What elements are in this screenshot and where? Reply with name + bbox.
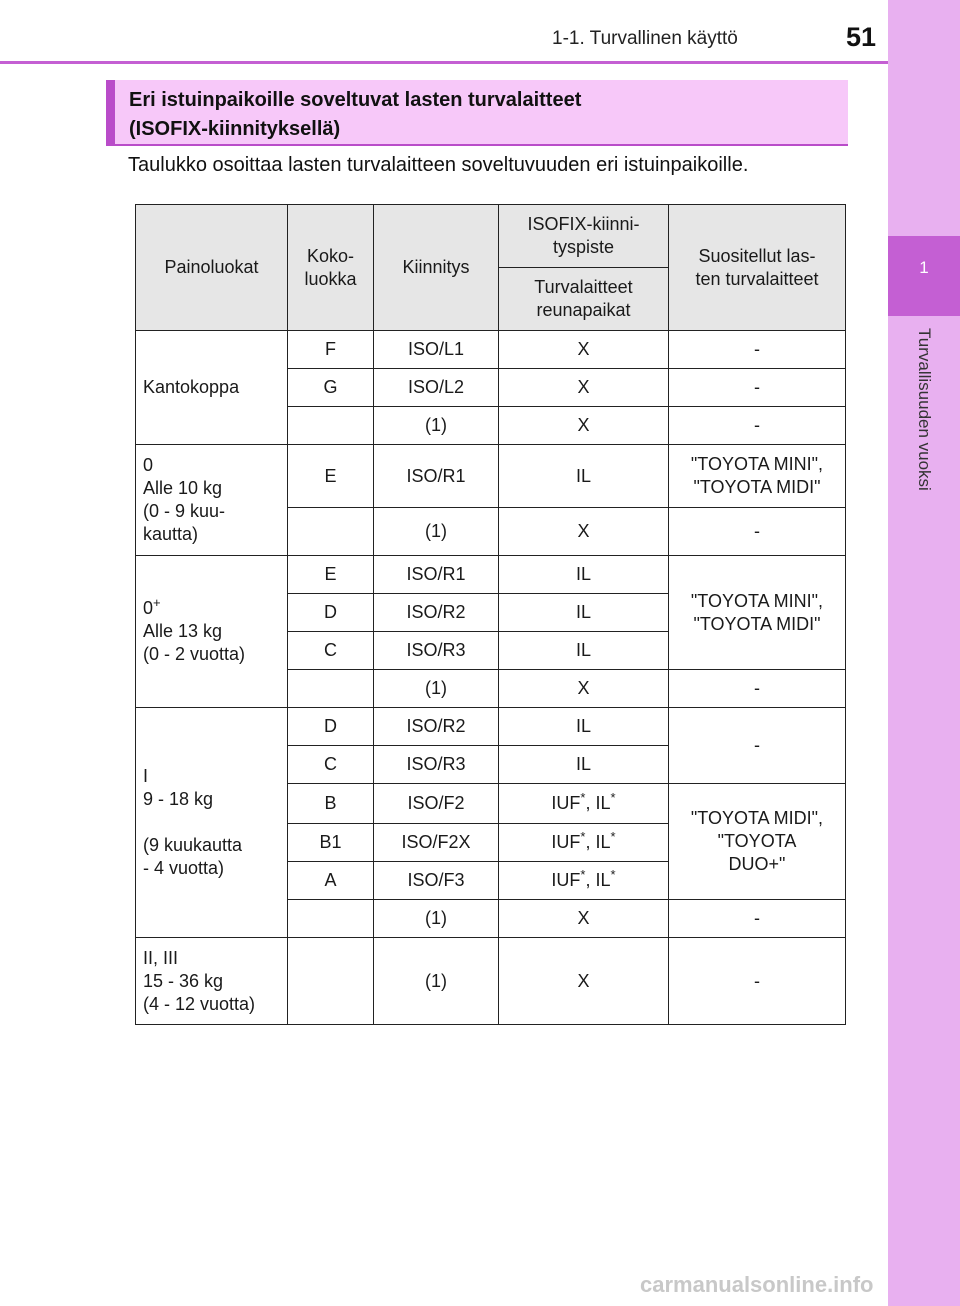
size-cell: B — [288, 784, 374, 824]
size-cell: B1 — [288, 824, 374, 862]
size-cell — [288, 938, 374, 1025]
fixture-cell: (1) — [374, 938, 499, 1025]
size-cell — [288, 407, 374, 445]
table-row — [136, 556, 846, 594]
group-cell: I 9 - 18 kg (9 kuukautta - 4 vuotta) — [136, 708, 288, 938]
value-cell: X — [499, 369, 669, 407]
size-cell: A — [288, 862, 374, 900]
fixture-cell: ISO/F2 — [374, 784, 499, 824]
value-cell: IUF*, IL* — [499, 784, 669, 824]
size-cell — [288, 900, 374, 938]
size-cell: D — [288, 708, 374, 746]
header-divider — [0, 61, 888, 64]
header-size: Koko- luokka — [288, 205, 374, 331]
value-cell: X — [499, 670, 669, 708]
recommended-cell: - — [669, 670, 846, 708]
isofix-table — [135, 204, 846, 1025]
size-cell: E — [288, 556, 374, 594]
intro-text: Taulukko osoittaa lasten turvalaitteen soveltuvuuden eri istuinpaikoille. — [128, 154, 749, 176]
header-weight: Painoluokat — [136, 205, 288, 331]
value-cell: IL — [499, 594, 669, 632]
size-cell: C — [288, 746, 374, 784]
size-cell: G — [288, 369, 374, 407]
fixture-cell: (1) — [374, 407, 499, 445]
table-row — [136, 708, 846, 746]
header-recommended: Suositellut las- ten turvalaitteet — [669, 205, 846, 331]
chapter-label: Turvallisuuden vuoksi — [915, 328, 934, 491]
recommended-cell: "TOYOTA MINI", "TOYOTA MIDI" — [669, 445, 846, 508]
fixture-cell: ISO/R3 — [374, 746, 499, 784]
header-isofix: ISOFIX-kiinni- tyspiste — [499, 205, 669, 268]
recommended-cell: "TOYOTA MIDI", "TOYOTA DUO+" — [669, 784, 846, 900]
group-cell: Kantokoppa — [136, 331, 288, 445]
chapter-number: 1 — [919, 258, 929, 277]
fixture-cell: ISO/R1 — [374, 556, 499, 594]
size-cell — [288, 670, 374, 708]
section-heading-line2: (ISOFIX-kiinnityksellä) — [129, 118, 341, 140]
group-cell: 0+ Alle 13 kg (0 - 2 vuotta) — [136, 556, 288, 708]
fixture-cell: ISO/R2 — [374, 594, 499, 632]
size-cell: F — [288, 331, 374, 369]
fixture-cell: ISO/L2 — [374, 369, 499, 407]
fixture-cell: (1) — [374, 508, 499, 556]
recommended-cell: - — [669, 900, 846, 938]
fixture-cell: (1) — [374, 670, 499, 708]
fixture-cell: ISO/F2X — [374, 824, 499, 862]
section-heading — [106, 80, 848, 146]
value-cell: IL — [499, 632, 669, 670]
fixture-cell: ISO/R3 — [374, 632, 499, 670]
page-number: 51 — [846, 22, 877, 52]
size-cell — [288, 508, 374, 556]
side-rail — [888, 0, 960, 1306]
value-cell: X — [499, 900, 669, 938]
value-cell: IL — [499, 556, 669, 594]
table-row — [136, 445, 846, 508]
fixture-cell: ISO/R2 — [374, 708, 499, 746]
header-outboard: Turvalaitteet reunapaikat — [499, 268, 669, 331]
fixture-cell: ISO/R1 — [374, 445, 499, 508]
value-cell: IL — [499, 708, 669, 746]
recommended-cell: - — [669, 331, 846, 369]
value-cell: IL — [499, 445, 669, 508]
recommended-cell: - — [669, 508, 846, 556]
fixture-cell: (1) — [374, 900, 499, 938]
fixture-cell: ISO/L1 — [374, 331, 499, 369]
value-cell: X — [499, 331, 669, 369]
size-cell: E — [288, 445, 374, 508]
group-cell: II, III 15 - 36 kg (4 - 12 vuotta) — [136, 938, 288, 1025]
recommended-cell: - — [669, 938, 846, 1025]
recommended-cell: - — [669, 407, 846, 445]
watermark: carmanualsonline.info — [640, 1272, 874, 1297]
value-cell: X — [499, 938, 669, 1025]
group-cell: 0 Alle 10 kg (0 - 9 kuu- kautta) — [136, 445, 288, 556]
value-cell: IUF*, IL* — [499, 824, 669, 862]
size-cell: D — [288, 594, 374, 632]
fixture-cell: ISO/F3 — [374, 862, 499, 900]
value-cell: X — [499, 407, 669, 445]
recommended-cell: "TOYOTA MINI", "TOYOTA MIDI" — [669, 556, 846, 670]
header-section-title: 1-1. Turvallinen käyttö — [552, 28, 738, 49]
header-fixture: Kiinnitys — [374, 205, 499, 331]
size-cell: C — [288, 632, 374, 670]
value-cell: X — [499, 508, 669, 556]
value-cell: IUF*, IL* — [499, 862, 669, 900]
table-row — [136, 938, 846, 1025]
table-row — [136, 331, 846, 369]
recommended-cell: - — [669, 369, 846, 407]
value-cell: IL — [499, 746, 669, 784]
recommended-cell: - — [669, 708, 846, 784]
section-heading-line1: Eri istuinpaikoille soveltuvat lasten turvalaitteet — [129, 89, 582, 111]
